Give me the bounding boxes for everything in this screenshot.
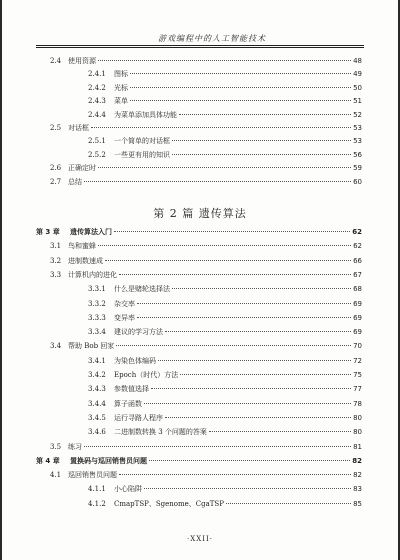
toc-entry-title: 置换码与巡回销售员问题 xyxy=(70,456,147,465)
toc-entry-title: 为染色体编码 xyxy=(114,356,156,365)
dot-leader xyxy=(209,431,351,432)
toc-entry-title: Epoch（时代）方法 xyxy=(114,371,179,379)
toc-entry-title: 一些更有用的知识 xyxy=(114,150,170,159)
dot-leader xyxy=(180,374,351,375)
toc-entry-page: 59 xyxy=(353,164,362,173)
dot-leader xyxy=(114,231,350,232)
toc-entry xyxy=(36,340,362,353)
toc-entry-title: 对话框 xyxy=(68,124,89,132)
toc-entry-title: 练习 xyxy=(68,442,82,451)
toc-entry xyxy=(36,135,362,148)
toc-entry-number: 3.1 xyxy=(50,242,62,251)
toc-entry-page: 53 xyxy=(353,137,362,146)
dot-leader xyxy=(119,474,351,475)
dot-leader xyxy=(130,73,351,74)
toc-entry-page: 82 xyxy=(353,471,362,480)
toc-entry-title: 为菜单添加具体功能 xyxy=(114,110,177,119)
dot-leader xyxy=(149,460,350,461)
toc-entry xyxy=(36,398,362,411)
toc-entry-number: 3.4.4 xyxy=(88,399,106,408)
dot-leader xyxy=(130,100,351,101)
toc-entry-number: 第 3 章 xyxy=(36,228,60,236)
toc-entry-number: 3.4 xyxy=(50,342,62,351)
toc-entry-page: 53 xyxy=(353,124,362,132)
toc-entry-page: 81 xyxy=(353,442,362,451)
page-number: ·XXII· xyxy=(187,535,213,543)
toc-entry-number: 3.4.1 xyxy=(88,356,106,365)
toc-entry-number: 3.4.3 xyxy=(88,385,106,394)
toc-entry-number: 4.1 xyxy=(50,471,62,480)
toc-entry-title: 正确定时 xyxy=(68,164,96,173)
toc-entry-page: 69 xyxy=(353,328,362,337)
toc-entry-title: 总结 xyxy=(68,177,82,186)
toc-entry-page: 56 xyxy=(353,150,362,159)
toc-entry xyxy=(36,369,362,382)
dot-leader xyxy=(158,360,351,361)
toc-entry-page: 85 xyxy=(353,499,362,508)
dot-leader xyxy=(137,303,351,304)
toc-entry-number: 2.6 xyxy=(50,164,62,173)
toc-entry-number: 2.4.1 xyxy=(88,70,106,79)
toc-entry-title: 二进制数转换 3 个问题的答案 xyxy=(114,428,207,437)
toc-entry-number: 4.1.2 xyxy=(88,499,106,508)
toc-entry-number: 3.2 xyxy=(50,256,62,265)
toc-entry-number: 3.3.3 xyxy=(88,313,106,322)
toc-entry xyxy=(36,122,362,135)
toc-entry-page: 75 xyxy=(353,371,362,379)
toc-entry-number: 3.3.2 xyxy=(88,299,106,308)
toc-entry xyxy=(36,240,362,253)
toc-entry-title: 使用资源 xyxy=(68,57,96,65)
toc-entry-number: 3.3.1 xyxy=(88,285,106,294)
toc-entry-page: 69 xyxy=(353,313,362,322)
toc-entry-page: 62 xyxy=(352,228,362,236)
toc-entry-page: 77 xyxy=(353,385,362,394)
toc-entry xyxy=(36,355,362,368)
dot-leader xyxy=(116,345,351,346)
toc-entry-title: 进制数速成 xyxy=(68,256,103,265)
toc-entry-page: 83 xyxy=(353,485,362,494)
dot-leader xyxy=(172,154,351,155)
toc-entry xyxy=(36,498,362,511)
dot-leader xyxy=(144,403,351,404)
toc-entry-number: 3.4.6 xyxy=(88,428,106,437)
toc-entry-number: 3.4.5 xyxy=(88,413,106,422)
dot-leader xyxy=(98,245,351,246)
toc-entry xyxy=(36,469,362,482)
dot-leader xyxy=(179,114,351,115)
toc-entry-page: 69 xyxy=(353,299,362,308)
toc-entry-page: 48 xyxy=(353,57,362,65)
part-title: 第 2 篇 遗传算法 xyxy=(153,207,247,220)
toc-entry xyxy=(36,426,362,439)
dot-leader xyxy=(137,317,351,318)
toc-entry-title: CmapTSP、Sgenome、CgaTSP xyxy=(114,499,224,508)
toc-entry-page: 67 xyxy=(353,270,362,279)
toc-entry xyxy=(36,483,362,496)
running-header: 游戏编程中的人工智能技术 xyxy=(158,34,266,43)
toc-entry-number: 3.4.2 xyxy=(88,371,106,379)
toc-entry-title: 一个简单的对话框 xyxy=(114,137,170,146)
toc-entry xyxy=(36,312,362,325)
toc-entry-page: 70 xyxy=(353,342,362,351)
toc-entry xyxy=(36,176,362,189)
dot-leader xyxy=(91,127,351,128)
toc-entry-title: 巡回销售员问题 xyxy=(68,471,117,480)
toc-entry-page: 49 xyxy=(353,70,362,79)
toc-entry xyxy=(36,82,362,95)
toc-entry-page: 80 xyxy=(353,413,362,422)
toc-entry xyxy=(36,269,362,282)
toc-entry xyxy=(36,149,362,162)
toc-entry-title: 帮助 Bob 回家 xyxy=(68,342,115,351)
toc-entry-page: 68 xyxy=(353,285,362,294)
toc-entry-page: 80 xyxy=(353,428,362,437)
toc-entry xyxy=(36,55,362,68)
toc-entry xyxy=(36,326,362,339)
toc-entry-page: 51 xyxy=(353,97,362,106)
dot-leader xyxy=(84,181,351,182)
dot-leader xyxy=(165,417,351,418)
toc-entry xyxy=(36,383,362,396)
dot-leader xyxy=(151,388,351,389)
toc-chapter-entry xyxy=(36,455,362,468)
toc-entry-page: 62 xyxy=(353,242,362,251)
toc-entry-page: 60 xyxy=(353,177,362,186)
toc-entry xyxy=(36,298,362,311)
toc-entry-page: 52 xyxy=(353,110,362,119)
toc-entry xyxy=(36,109,362,122)
toc-entry-number: 2.5.2 xyxy=(88,150,106,159)
toc-entry-title: 运行寻路人程序 xyxy=(114,413,163,422)
dot-leader xyxy=(105,260,351,261)
toc-entry-number: 2.4 xyxy=(50,57,62,65)
dot-leader xyxy=(172,140,351,141)
toc-entry xyxy=(36,162,362,175)
dot-leader xyxy=(172,288,351,289)
toc-entry-page: 66 xyxy=(353,256,362,265)
toc-entry xyxy=(36,412,362,425)
dot-leader xyxy=(119,274,351,275)
toc-chapter-entry xyxy=(36,226,362,239)
toc-entry-number: 2.7 xyxy=(50,177,62,186)
toc-entry xyxy=(36,95,362,108)
toc-entry-title: 建议的学习方法 xyxy=(114,328,163,337)
toc-entry-title: 小心陷阱 xyxy=(114,485,142,494)
toc-entry-title: 图标 xyxy=(114,70,128,79)
toc-entry-title: 杂交率 xyxy=(114,299,135,308)
toc-entry-title: 参数值选择 xyxy=(114,385,149,394)
dot-leader xyxy=(144,488,351,489)
toc-entry-page: 72 xyxy=(353,356,362,365)
toc-entry-title: 算子函数 xyxy=(114,399,142,408)
toc-entry xyxy=(36,255,362,268)
toc-entry-number: 3.5 xyxy=(50,442,62,451)
toc-entry-number: 2.5 xyxy=(50,124,62,132)
dot-leader xyxy=(98,167,351,168)
toc-entry-page: 82 xyxy=(352,456,362,465)
toc-entry-number: 第 4 章 xyxy=(36,456,60,465)
toc-entry-number: 4.1.1 xyxy=(88,485,106,494)
toc-entry-number: 3.3 xyxy=(50,270,62,279)
toc-entry xyxy=(36,441,362,454)
toc-entry-number: 2.5.1 xyxy=(88,137,106,146)
dot-leader xyxy=(165,331,351,332)
toc-entry-title: 菜单 xyxy=(114,97,128,106)
toc-entry-title: 什么是赌轮选择法 xyxy=(114,285,170,294)
toc-entry-title: 鸟和蜜蜂 xyxy=(68,242,96,251)
toc-entry-title: 变异率 xyxy=(114,313,135,322)
dot-leader xyxy=(84,446,351,447)
toc-entry-page: 78 xyxy=(353,399,362,408)
toc-entry-title: 遗传算法入门 xyxy=(70,228,112,236)
dot-leader xyxy=(130,87,351,88)
header-rule xyxy=(36,45,364,48)
toc-entry xyxy=(36,68,362,81)
toc-entry-page: 50 xyxy=(353,83,362,92)
toc-entry-number: 2.4.3 xyxy=(88,97,106,106)
toc-entry-title: 计算机内的进化 xyxy=(68,270,117,279)
toc-entry-title: 光标 xyxy=(114,83,128,92)
toc-entry-number: 3.3.4 xyxy=(88,328,106,337)
dot-leader xyxy=(98,60,351,61)
toc-entry-number: 2.4.4 xyxy=(88,110,106,119)
toc-entry xyxy=(36,283,362,296)
dot-leader xyxy=(226,503,351,504)
toc-entry-number: 2.4.2 xyxy=(88,83,106,92)
